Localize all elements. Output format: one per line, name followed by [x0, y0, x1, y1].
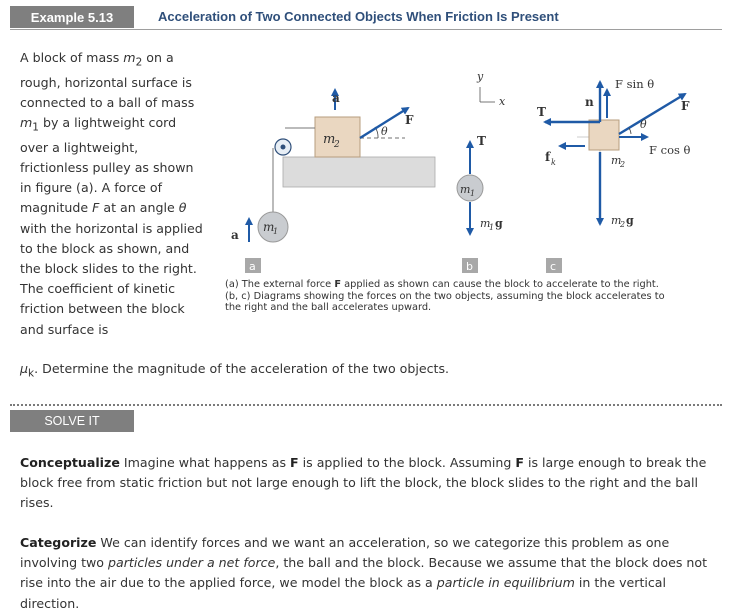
friction-sub: k: [551, 158, 556, 167]
conceptualize-text-2: is applied to the block. Assuming: [298, 455, 516, 470]
ball-weight-m: m: [480, 217, 491, 230]
figure-c: [537, 77, 691, 273]
header-divider: [10, 29, 722, 30]
block-m2: [315, 117, 360, 157]
problem-m1: m: [20, 115, 33, 131]
example-badge: [10, 6, 134, 28]
pulley-axle: [281, 145, 286, 150]
applied-force-label: F: [405, 113, 414, 127]
problem-m2: m: [123, 50, 136, 65]
normal-force-label: n: [585, 95, 594, 109]
block-fbd-m2-sub: 2: [620, 160, 626, 169]
caption-line-2: (b, c) Diagrams showing the forces on the two objects, assuming the block accelerates to: [225, 290, 665, 302]
block-m2-sub: 2: [334, 140, 340, 150]
conceptualize-heading: Conceptualize: [20, 455, 120, 470]
problem-text-4: at an angle: [99, 200, 179, 216]
label-a: a: [249, 260, 256, 273]
problem-text-3: by a lightweight cord over a lightweight, frictionless pulley as shown in figure (a). A force of magnitude: [20, 115, 194, 216]
conceptualize-text-1: Imagine what happens as: [119, 455, 291, 470]
ball-fbd-m1-sub: 1: [470, 189, 476, 198]
solve-it-label: SOLVE IT: [44, 414, 100, 428]
problem-text-2: on a rough, horizontal surface is connected to a ball of mass: [20, 50, 195, 110]
axis-x-label: x: [499, 95, 506, 108]
problem-text-1: A block of mass: [20, 50, 124, 65]
problem-statement: [20, 48, 205, 340]
figure-a: [231, 90, 435, 273]
caption-line-1: [225, 279, 715, 291]
friction-label: f: [545, 150, 551, 164]
section-divider: [10, 404, 722, 406]
categorize-text-3: in the vertical direction.: [20, 575, 667, 611]
fbd-angle-label: θ: [640, 118, 647, 131]
categorize-text-1: We can identify forces and we want an acceleration, so we categorize this problem as one involving two: [20, 535, 670, 571]
ball-tension-label: T: [477, 134, 486, 148]
problem-F: F: [92, 200, 100, 216]
block-weight-sub: 2: [620, 220, 626, 229]
example-title: Acceleration of Two Connected Objects When Friction Is Present: [158, 9, 559, 24]
ball-weight-sub: 1: [489, 223, 495, 232]
horizontal-surface: [283, 157, 435, 187]
angle-theta-label: θ: [381, 125, 388, 138]
figure-b: [457, 70, 506, 273]
problem-text-5: with the horizontal is applied to the block as shown, and the block slides to the right. The coefficient of kinetic friction between the block and surface is: [20, 220, 203, 337]
problem-statement-end: [20, 359, 449, 384]
problem-mu-sub: k: [28, 367, 35, 380]
applied-force-fbd-arrow: [619, 94, 685, 134]
ball-fbd-m1: m: [460, 183, 471, 196]
categorize-italic-2: particle in equilibrium: [436, 575, 575, 591]
ball-weight-g: g: [495, 217, 503, 230]
block-weight-g: g: [626, 214, 634, 227]
label-b: b: [466, 260, 473, 273]
f-cos-label: F cos θ: [649, 143, 691, 157]
ball-m1-label: m: [263, 220, 275, 234]
physics-figure: [215, 62, 720, 277]
fbd-angle-arc: [629, 128, 631, 134]
problem-text-6: . Determine the magnitude of the acceleration of the two objects.: [34, 361, 450, 376]
applied-force-fbd-label: F: [681, 99, 690, 113]
example-label: Example 5.13: [30, 9, 114, 25]
problem-theta: θ: [178, 200, 187, 216]
caption-line-1-post: applied as shown can cause the block to accelerate to the right.: [341, 279, 659, 290]
conceptualize-F2: F: [515, 455, 524, 470]
caption-line-1-pre: (a) The external force: [225, 279, 335, 290]
block-fbd: [589, 120, 619, 150]
ball-m1-sub: 1: [273, 227, 279, 236]
conceptualize-text-3: is large enough to break the block free from static friction but not large enough to lift the block, the block slides to the right and the ball rises.: [20, 455, 707, 511]
caption-line-3: the right and the ball accelerates upward.: [225, 302, 432, 314]
conceptualize-paragraph: [20, 453, 720, 514]
problem-m1-sub: 1: [32, 121, 39, 134]
solve-it-badge: [10, 410, 134, 432]
block-m2-label: m: [323, 132, 336, 147]
block-accel-label: a: [332, 91, 340, 105]
label-c: c: [550, 260, 557, 273]
f-sin-label: F sin θ: [615, 77, 655, 91]
block-weight-m: m: [611, 214, 622, 227]
figure-caption: [225, 279, 715, 314]
conceptualize-F1: F: [290, 455, 299, 470]
categorize-heading: Categorize: [20, 535, 97, 550]
tension-block-label: T: [537, 105, 546, 119]
axis-y-label: y: [477, 70, 484, 83]
block-fbd-m2: m: [611, 154, 622, 167]
ball-accel-label: a: [231, 228, 239, 242]
categorize-paragraph: [20, 533, 720, 614]
categorize-text-2: , the ball and the block. Because we assume that the block does not rise into the air due to the applied force, we model the block as a: [20, 555, 708, 591]
categorize-italic-1: particles under a net force: [108, 555, 276, 571]
problem-mu: μ: [20, 361, 29, 376]
caption-force-symbol: F: [334, 279, 342, 290]
problem-m2-sub: 2: [135, 56, 143, 69]
